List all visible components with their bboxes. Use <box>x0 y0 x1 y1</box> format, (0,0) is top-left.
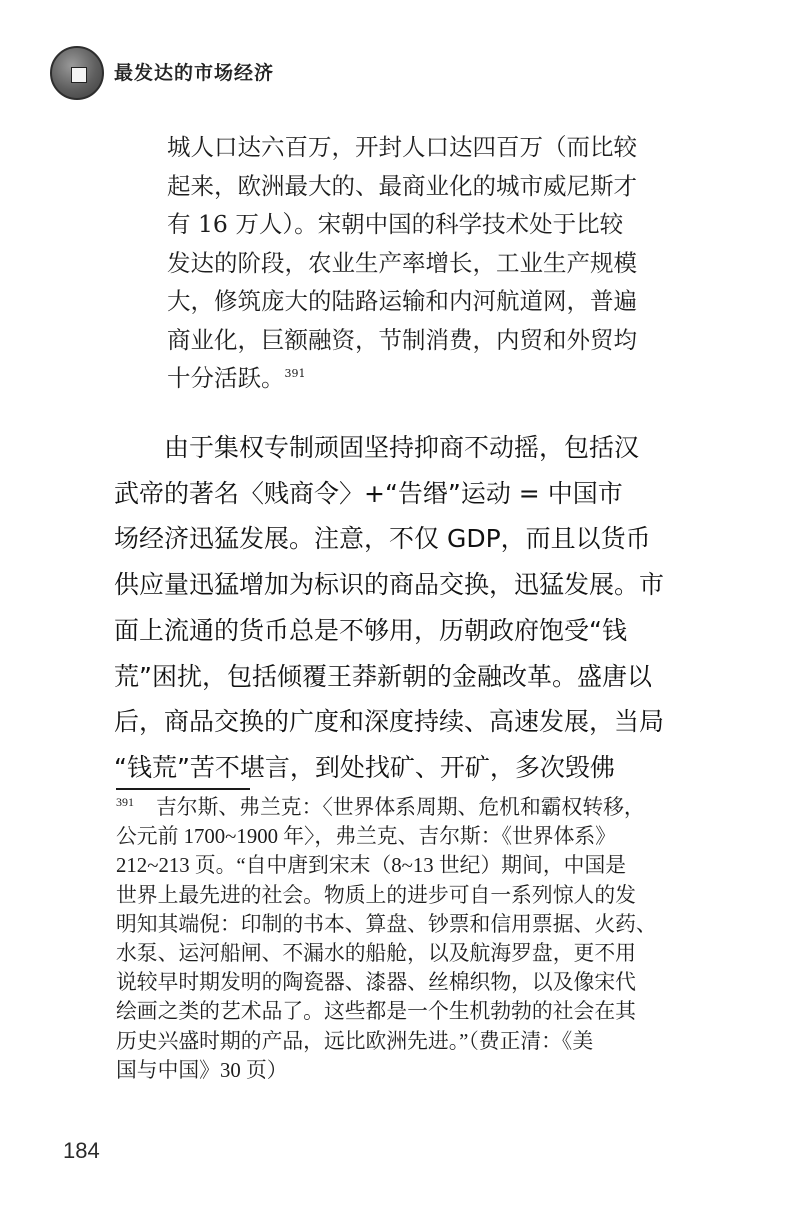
body-line: 荒”困扰，包括倾覆王莽新朝的金融改革。盛唐以 <box>114 661 652 691</box>
body-paragraph <box>114 425 670 791</box>
body-line: 面上流通的货币总是不够用，历朝政府饱受“钱 <box>114 615 627 645</box>
footnote-text: 吉尔斯、弗兰克：〈世界体系周期、危机和霸权转移， <box>156 796 645 819</box>
quote-line: 发达的阶段，农业生产率增长，工业生产规模 <box>167 248 637 277</box>
footnote <box>116 793 672 1085</box>
quote-line: 城人口达六百万，开封人口达四百万（而比较 <box>167 133 637 161</box>
quote-line: 起来，欧洲最大的、最商业化的城市威尼斯才 <box>167 171 637 200</box>
quote-line: 有 16 万人）。宋朝中国的科学技术处于比较 <box>167 210 624 238</box>
footnote-line: 绘画之类的艺术品了。这些都是一个生机勃勃的社会在其 <box>116 1000 636 1024</box>
body-line: 由于集权专制顽固坚持抑商不动摇，包括汉 <box>164 433 640 462</box>
block-quote <box>167 128 671 398</box>
page-number: 184 <box>63 1138 100 1163</box>
footnote-number: 391 <box>116 795 134 810</box>
footnote-line: 国与中国》30 页） <box>116 1058 288 1082</box>
quote-line: 商业化，巨额融资，节制消费，内贸和外贸均 <box>167 325 637 354</box>
footnote-divider <box>116 788 250 790</box>
body-line: 场经济迅猛发展。注意，不仅 GDP，而且以货币 <box>114 524 651 554</box>
footnote-line: 历史兴盛时期的产品，远比欧洲先进。”（费正清：《美 <box>116 1029 594 1053</box>
body-line: 供应量迅猛增加为标识的商品交换，迅猛发展。市 <box>114 570 665 600</box>
body-line: “钱荒”苦不堪言，到处找矿、开矿，多次毁佛 <box>114 752 615 782</box>
footnote-line: 明知其端倪：印制的书本、算盘、钞票和信用票据、火药、 <box>116 912 657 936</box>
footnote-line: 世界上最先进的社会。物质上的进步可自一系列惊人的发 <box>116 883 636 907</box>
quote-line-last <box>167 359 671 398</box>
footnote-line: 水泵、运河船闸、不漏水的船舱，以及航海罗盘，更不用 <box>116 942 636 966</box>
footnote-line-first <box>116 793 672 822</box>
body-line: 武帝的著名〈贱商令〉+“告缗”运动 = 中国市 <box>114 478 623 508</box>
body-line: 后，商品交换的广度和深度持续、高速发展，当局 <box>114 707 665 737</box>
ancient-coin-icon <box>50 46 104 100</box>
footnote-line: 说较早时期发明的陶瓷器、漆器、丝棉织物，以及像宋代 <box>116 971 636 995</box>
running-header-title: 最发达的市场经济 <box>114 62 275 84</box>
coin-square-hole <box>71 67 87 83</box>
quote-line: 大，修筑庞大的陆路运输和内河航道网，普遍 <box>167 287 637 315</box>
footnote-reference[interactable]: 391 <box>284 367 306 381</box>
quote-line-text: 十分活跃。 <box>167 364 285 392</box>
footnote-line: 公元前 1700~1900 年〉，弗兰克、吉尔斯：《世界体系》 <box>116 825 616 849</box>
footnote-line: 212~213 页。“自中唐到宋末（8~13 世纪）期间，中国是 <box>116 854 627 878</box>
